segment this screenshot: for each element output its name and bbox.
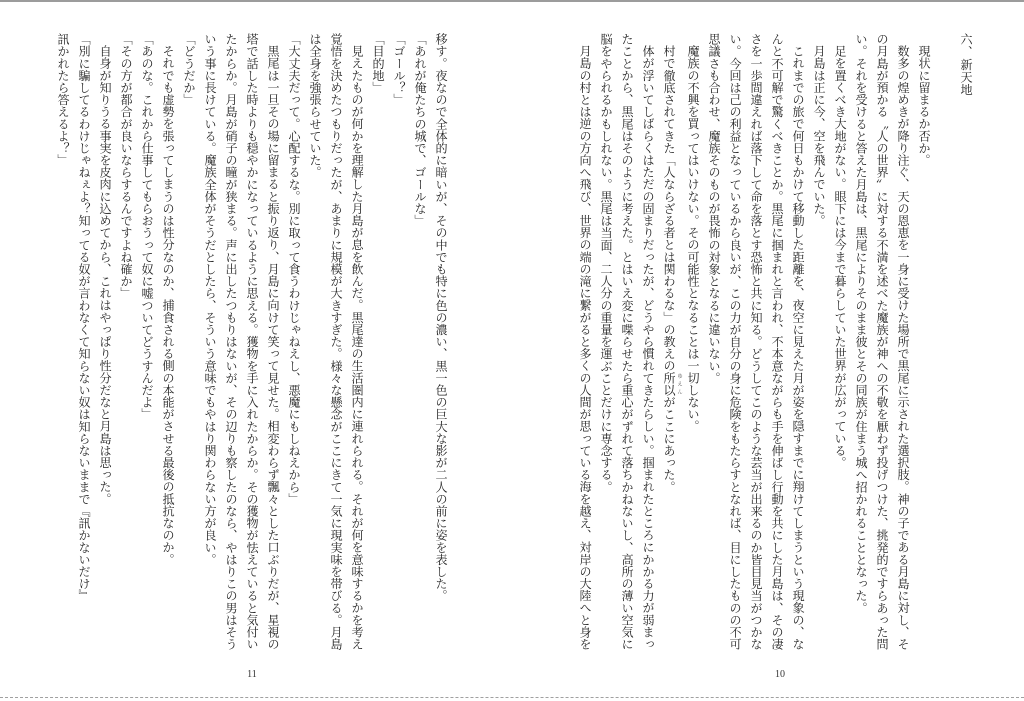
text-column: 思議さも合わせ、魔族そのものが畏怖の対象となるに違いない。 xyxy=(707,33,721,384)
page-10 xyxy=(512,0,1024,701)
text-column: 現状に留まるか否か。 xyxy=(917,45,931,167)
text-column: い。それを受けると答えた月島は、黒尾によりそのまま彼とその同族が住まう城へ招かれることとなった。 xyxy=(854,33,868,614)
chapter-title: 六、新天地 xyxy=(959,33,973,96)
dialogue-column: 「あれが俺たちの城で、ゴールな」 xyxy=(413,33,427,227)
title-spacer xyxy=(934,33,955,658)
dialogue-column: 「どうだか」 xyxy=(182,33,196,106)
text-column: 塔で話した時よりも穏やかになっているように思える。獲物を手に入れたからか。その獲物が怯えていると気付い xyxy=(245,33,259,651)
ruby-reading: ゆえん xyxy=(676,371,682,396)
text-segment: がここにあった。 xyxy=(662,396,676,493)
dialogue-column: 「その方が都合が良いならするんですよね確か」 xyxy=(119,33,133,300)
text-column: たことから、黒尾はそのように考えた。とはいえ変に喋らせたら重心がずれて落ちかねないし、高所の薄い空気に xyxy=(620,33,634,651)
text-column: それでも虚勢を張ってしまうのは性分なのか、捕食される側の本能がさせる最後の抵抗なのか。 xyxy=(161,45,175,566)
text-column-with-ruby xyxy=(658,33,682,658)
text-column: 数多の煌めきが降り注ぐ、天の恩恵を一身に受けた場所で黒尾に示された選択肢。神の子である月島に対し、そ xyxy=(896,45,910,651)
text-column: んと不可解で驚くべきことか。黒尾に掴まれと言われ、不本意ながらも手を伸ばし行動を共にした月島は、その凄 xyxy=(770,33,784,651)
bottom-dashed-line xyxy=(0,697,1024,698)
page-11-body-text xyxy=(52,33,451,658)
dialogue-column: 訊かれたら答えるよ？」 xyxy=(56,33,70,167)
dialogue-column: 「別に騙してるわけじゃねぇよ？知ってる奴が言わなくて知らない奴は知らないままで『訊かないだけ』 xyxy=(77,33,91,602)
text-column: 月島は正に今、空を飛んでいた。 xyxy=(812,45,826,227)
page-number: 10 xyxy=(775,669,785,680)
text-column: 見えたものが何かを理解した月島が息を飲んだ。黒尾達の生活圏内に連れられる。それが何を意味するかを考え xyxy=(350,45,364,651)
text-column: の月島が預かる〝人の世界〟に対する不満を述べた魔族が神への不敬を厭わず投げつけた、挑発的ですらあった問 xyxy=(875,33,889,651)
page-number: 11 xyxy=(247,669,257,680)
text-column: いう事に長けている。魔族全体がそうだとしたら、そういう意味でもやはり関わらない方が良い。 xyxy=(203,33,217,566)
text-column: 魔族の不興を買ってはいけない。その可能性となることは一切しない。 xyxy=(686,45,700,433)
text-column: 月島の村とは逆の方向へ飛び、世界の端の滝に繋がると多くの人間が思っている海を越え、対岸の大陸へと身を xyxy=(578,45,592,651)
text-column: は全身を強張らせていた。 xyxy=(308,33,322,179)
ruby-annotation xyxy=(662,371,682,396)
text-column: い。今回は己の利益となっているから良いが、この力が自分の身に危険をもたらすとなれば、目にしたものの不可 xyxy=(728,33,742,651)
text-column: さを一歩間違えれば落下して命を落とす恐怖と共に知る。どうしてこのような芸当が出来るのか皆目見当がつかな xyxy=(749,33,763,651)
text-column: 移す。夜なので全体的に暗いが、その中でも特に色の濃い、黒一色の巨大な影が二人の前に姿を表した。 xyxy=(434,33,448,602)
dialogue-column: 「ゴール？」 xyxy=(392,33,406,106)
text-column: 自身が知りうる事実を皮肉に込めてから、これはやっぱり性分だなと月島は思った。 xyxy=(98,45,112,505)
text-column: 足を置くべき大地がない。眼下には今まで暮らしていた世界が広がっている。 xyxy=(833,45,847,469)
text-column: 黒尾は一旦その場に留まると振り返り、月島に向けて笑って見せた。相変わらず飄々とした口ぶりだが、星視の xyxy=(266,45,280,651)
text-column: これまでの旅で何日もかけて移動した距離を、夜空に見えた月が姿を隠すまでに翔けてしまうという現象の、な xyxy=(791,45,805,651)
text-column: 体が浮いてしばらくはただの固まりだったが、どうやら慣れてきたらしい。掴まれたところにかかる力が弱まっ xyxy=(641,45,655,651)
dialogue-column: 「目的地」 xyxy=(371,33,385,94)
text-column: 脳をやられるかもしれない。黒尾は当面、二人分の重量を運ぶことだけに専念する。 xyxy=(599,33,613,493)
text-segment: 村で徹底されてきた「人ならざる者とは関わるな」の教えの xyxy=(662,45,676,372)
page-10-body-text xyxy=(577,33,976,658)
ruby-base: 所以 xyxy=(662,371,676,396)
dialogue-column: 「あのな。これから仕事してもらおうって奴に嘘ついてどうすんだよ」 xyxy=(140,33,154,421)
text-column: 覚悟を決めたつもりだったが、あまりに規模が大きすぎた。様々な懸念がここにきて一気に現実味を帯びる。月島 xyxy=(329,33,343,651)
text-column: たからか。月島が硝子の瞳が狭まる。声に出したつもりはないが、その辺りも察したのなら、やはりこの男はそう xyxy=(224,33,238,651)
dialogue-column: 「大丈夫だって。心配するな。別に取って食うわけじゃねえし、悪魔にもしねえから」 xyxy=(287,33,301,505)
